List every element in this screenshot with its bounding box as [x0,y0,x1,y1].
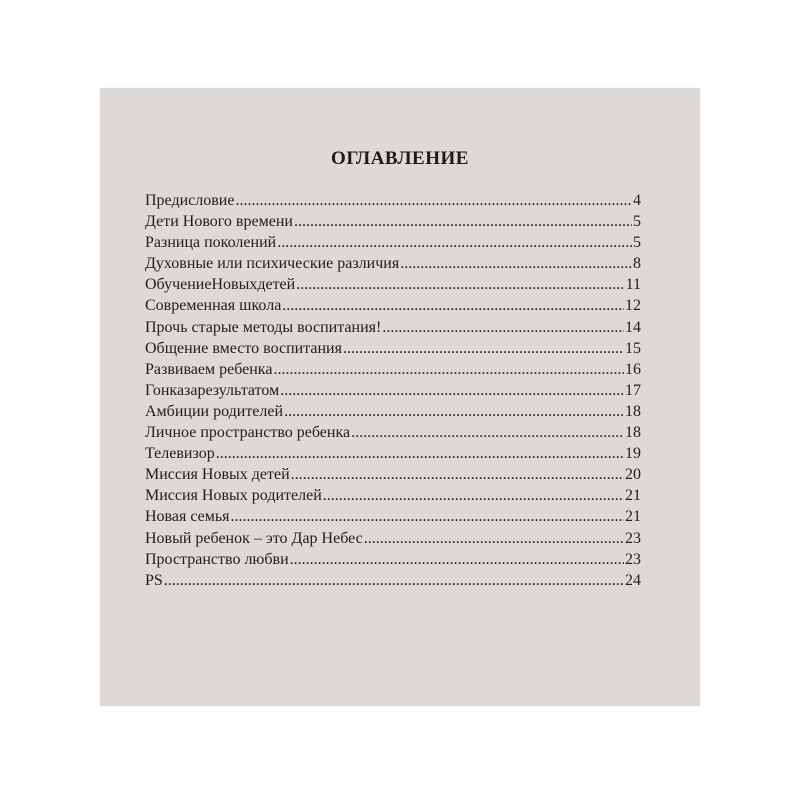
toc-entry-page-number: 24 [625,571,641,589]
dot-leader [164,570,624,591]
toc-entry-title: Дети Нового времени [145,213,293,231]
toc-entry-title: PS [145,571,163,589]
dot-leader [323,485,624,506]
dot-leader [280,380,624,401]
dot-leader [351,422,624,443]
toc-entry-title: Миссия Новых детей [145,466,290,484]
dot-leader [284,401,624,422]
toc-entry [145,359,641,380]
toc-entry-page-number: 16 [625,360,641,378]
dot-leader [343,338,624,359]
toc-entry-page-number: 11 [625,276,641,294]
toc-entry-title: Амбиции родителей [145,402,284,420]
toc-entry-page-number: 5 [633,234,641,252]
toc-entry [145,570,641,591]
dot-leader [364,528,624,549]
dot-leader [273,359,624,380]
toc-entry-title: Новая семья [145,508,230,526]
toc-entry-title: ОбучениеНовыхдетей [145,276,296,294]
toc-entry-page-number: 5 [633,213,641,231]
toc-entry [145,253,641,274]
toc-entry-page-number: 8 [633,255,641,273]
toc-entry [145,506,641,527]
book-page [100,88,700,706]
table-of-contents [145,190,641,591]
toc-entry-title: Телевизор [145,445,215,463]
toc-entry-page-number: 20 [625,466,641,484]
toc-entry-title: Прочь старые методы воспитания! [145,318,382,336]
toc-entry [145,295,641,316]
toc-entry-title: Общение вместо воспитания [145,339,342,357]
page-title: ОГЛАВЛЕНИЕ [331,148,469,169]
toc-entry-title: Духовные или психические различия [145,255,400,273]
toc-entry [145,211,641,232]
dot-leader [290,549,624,570]
toc-entry [145,232,641,253]
toc-entry-page-number: 19 [625,445,641,463]
toc-entry-page-number: 18 [625,424,641,442]
toc-entry [145,274,641,295]
toc-entry [145,443,641,464]
toc-entry [145,422,641,443]
toc-entry-page-number: 12 [625,297,641,315]
toc-entry [145,485,641,506]
toc-entry-title: Развиваем ребенка [145,360,273,378]
toc-entry-page-number: 15 [625,339,641,357]
toc-entry-page-number: 23 [625,529,641,547]
toc-entry-title: Новый ребенок – это Дар Небес [145,529,363,547]
toc-entry [145,338,641,359]
toc-entry-title: Пространство любви [145,550,289,568]
dot-leader [216,443,624,464]
toc-entry-title: Личное пространство ребенка [145,424,351,442]
toc-entry [145,549,641,570]
toc-entry-page-number: 4 [633,192,641,209]
toc-entry-title: Миссия Новых родителей [145,487,322,505]
toc-entry [145,464,641,485]
toc-entry-page-number: 18 [625,402,641,420]
toc-entry [145,190,641,211]
dot-leader [294,211,632,232]
toc-entry-page-number: 21 [625,508,641,526]
dot-leader [400,253,632,274]
dot-leader [235,190,632,211]
dot-leader [382,317,624,338]
toc-entry-title: Разница поколений [145,234,277,252]
toc-entry-page-number: 23 [625,550,641,568]
toc-entry [145,380,641,401]
toc-entry-page-number: 21 [625,487,641,505]
dot-leader [231,506,624,527]
toc-entry-title: Предисловие [145,192,235,209]
toc-entry-page-number: 14 [625,318,641,336]
toc-entry-title: Современная школа [145,297,282,315]
dot-leader [277,232,632,253]
dot-leader [291,464,624,485]
toc-entry [145,401,641,422]
dot-leader [296,274,624,295]
toc-entry-page-number: 17 [625,381,641,399]
toc-entry-title: Гонказарезультатом [145,381,280,399]
toc-entry [145,528,641,549]
toc-entry [145,317,641,338]
dot-leader [282,295,624,316]
